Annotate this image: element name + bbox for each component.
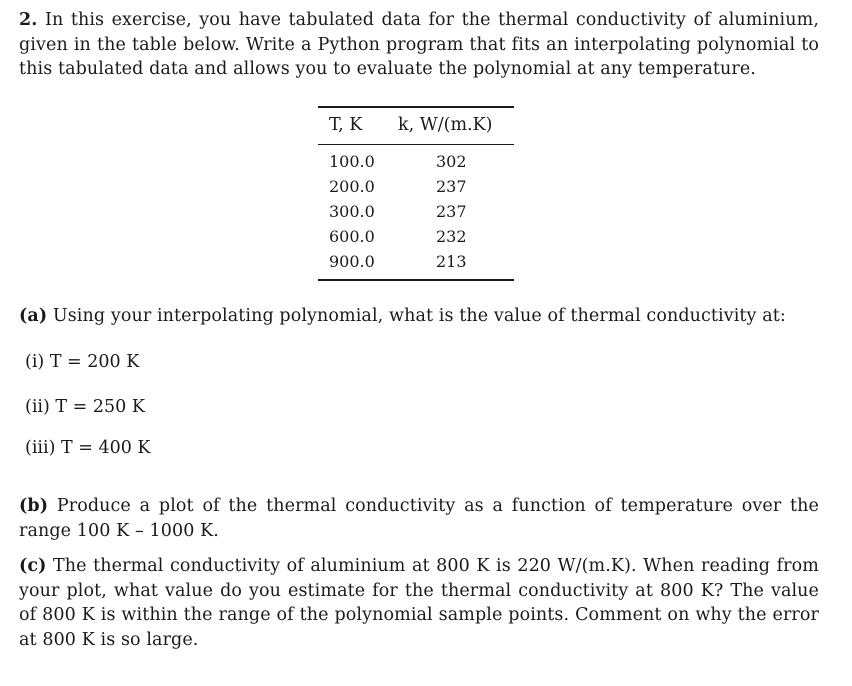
part-a-item-iii: (iii) T = 400 K	[25, 438, 151, 458]
table-cell-temperature: 200.0	[329, 177, 375, 196]
part-a-question	[19, 304, 819, 329]
table-header-conductivity: k, W/(m.K)	[398, 115, 493, 135]
table-cell-conductivity: 302	[436, 152, 467, 171]
table-cell-conductivity: 237	[436, 202, 467, 221]
table-cell-conductivity: 237	[436, 177, 467, 196]
part-c-label: (c)	[19, 556, 47, 576]
table-cell-temperature: 900.0	[329, 252, 375, 271]
table-header-temperature: T, K	[329, 115, 363, 135]
table-cell-temperature: 300.0	[329, 202, 375, 221]
table-cell-conductivity: 213	[436, 252, 467, 271]
table-top-rule	[318, 106, 514, 108]
table-cell-conductivity: 232	[436, 227, 467, 246]
part-c-text: The thermal conductivity of aluminium at 800 K is 220 W/(m.K). When reading from your plot, what value do you estimate for the thermal conductivity at 800 K? The value of 800 K is within the range of the polynomial sample points. Comment on why the error at 800 K is so large.	[19, 556, 819, 650]
part-b-text: Produce a plot of the thermal conductivity as a function of temperature over the range 100 K – 1000 K.	[19, 496, 819, 541]
table-bottom-rule	[318, 279, 514, 281]
table-cell-temperature: 100.0	[329, 152, 375, 171]
question-intro-text: In this exercise, you have tabulated data for the thermal conductivity of aluminium, given in the table below. Write a Python program that fits an interpolating polynomial to this tabulated data and allows you to evaluate the polynomial at any temperature.	[19, 10, 819, 79]
part-a-item-i: (i) T = 200 K	[25, 352, 140, 372]
table-header-rule	[318, 144, 514, 145]
part-a-text: Using your interpolating polynomial, what is the value of thermal conductivity at:	[52, 306, 786, 326]
part-a-item-ii: (ii) T = 250 K	[25, 397, 145, 417]
question-number: 2.	[19, 10, 38, 30]
question-intro	[19, 8, 819, 82]
part-b-label: (b)	[19, 496, 49, 516]
part-a-label: (a)	[19, 306, 48, 326]
part-b-question	[19, 494, 819, 543]
part-c-question	[19, 554, 819, 652]
table-cell-temperature: 600.0	[329, 227, 375, 246]
